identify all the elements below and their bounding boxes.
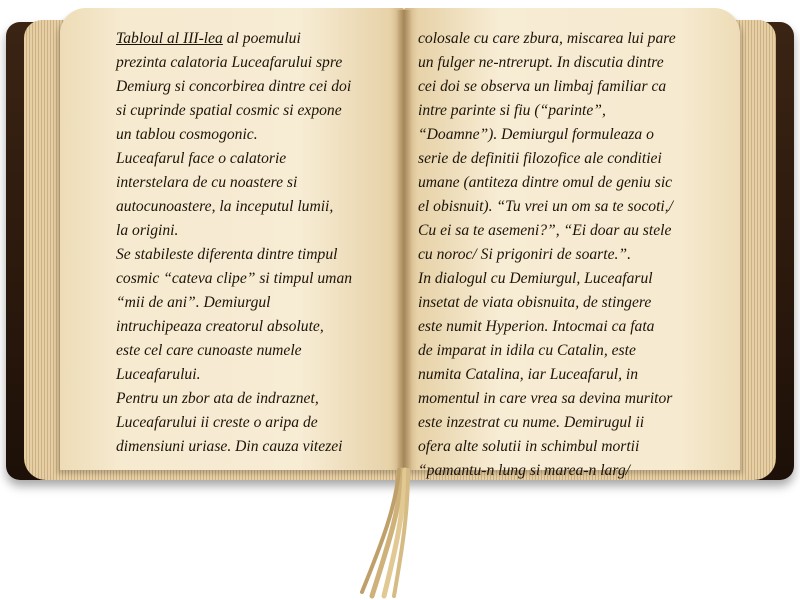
left-line: al poemului bbox=[222, 30, 301, 47]
right-line: numita Catalina, iar Luceafarul, in bbox=[418, 366, 639, 383]
left-line: interstelara de cu noastere si bbox=[116, 174, 298, 191]
right-line: de imparat in idila cu Catalin, este bbox=[418, 342, 636, 359]
right-line: serie de definitii filozofice ale conditiei bbox=[418, 150, 662, 167]
section-heading: Tabloul al III-lea bbox=[116, 30, 223, 47]
right-line: Cu ei sa te asemeni?”, “Ei doar au stele bbox=[418, 222, 672, 239]
right-line: cu noroc/ Si prigoniri de soarte.”. bbox=[418, 246, 631, 263]
right-line: insetat de viata obisnuita, de stingere bbox=[418, 294, 652, 311]
right-line: un fulger ne-ntrerupt. In discutia dintre bbox=[418, 54, 664, 71]
right-line: “Doamne”). Demiurgul formuleaza o bbox=[418, 126, 654, 143]
left-line: este cel care cunoaste numele bbox=[116, 342, 302, 359]
left-line: autocunoastere, la inceputul lumii, bbox=[116, 198, 334, 215]
left-line: si cuprinde spatial cosmic si expone bbox=[116, 102, 342, 119]
right-line: el obisnuit). “Tu vrei un om sa te socoti,/ bbox=[418, 198, 673, 215]
right-line: intre parinte si fiu (“parinte”, bbox=[418, 102, 606, 119]
left-line: Pentru un zbor ata de indraznet, bbox=[116, 390, 319, 407]
left-line: Luceafarului ii creste o aripa de bbox=[116, 414, 318, 431]
right-line: este inzestrat cu nume. Demirugul ii bbox=[418, 414, 645, 431]
left-line: Luceafarului. bbox=[116, 366, 201, 383]
left-line: dimensiuni uriase. Din cauza vitezei bbox=[116, 438, 343, 455]
right-line: In dialogul cu Demiurgul, Luceafarul bbox=[418, 270, 653, 287]
left-line: cosmic “cateva clipe” si timpul uman bbox=[116, 270, 353, 287]
right-line: umane (antiteza dintre omul de geniu sic bbox=[418, 174, 673, 191]
right-line: “pamantu-n lung si marea-n larg/ bbox=[418, 462, 630, 479]
right-line: momentul in care vrea sa devina muritor bbox=[418, 390, 673, 407]
left-line: Luceafarul face o calatorie bbox=[116, 150, 287, 167]
left-line: intruchipeaza creatorul absolute, bbox=[116, 318, 324, 335]
left-line: Demiurg si concorbirea dintre cei doi bbox=[116, 78, 352, 95]
right-line: este numit Hyperion. Intocmai ca fata bbox=[418, 318, 655, 335]
left-line: la origini. bbox=[116, 222, 179, 239]
left-line: Se stabileste diferenta dintre timpul bbox=[116, 246, 338, 263]
left-line: un tablou cosmogonic. bbox=[116, 126, 258, 143]
right-line: colosale cu care zbura, miscarea lui pare bbox=[418, 30, 676, 47]
left-line: prezinta calatoria Luceafarului spre bbox=[116, 54, 343, 71]
right-line: ofera alte solutii in schimbul mortii bbox=[418, 438, 640, 455]
right-line: cei doi se observa un limbaj familiar ca bbox=[418, 78, 667, 95]
left-line: “mii de ani”. Demiurgul bbox=[116, 294, 271, 311]
